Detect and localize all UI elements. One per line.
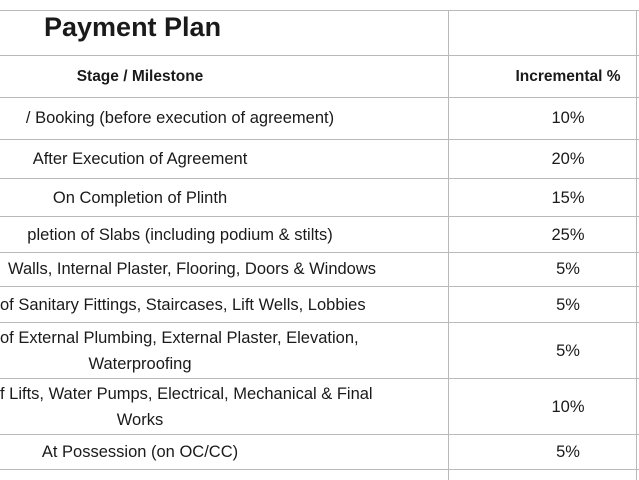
table-row-stage: of Sanitary Fittings, Staircases, Lift Wells, Lobbies [0,295,366,314]
table-row-percent: 5% [556,260,580,278]
table-row-stage-line2: Works [116,411,164,429]
table-row-percent: 25% [551,225,585,244]
row-divider [0,469,639,470]
top-border [0,10,639,11]
page-title: Payment Plan [44,12,222,42]
row-divider [0,97,639,98]
table-row-percent: 20% [551,150,585,168]
table-row-stage: pletion of Slabs (including podium & stilts) [27,225,333,244]
table-row-stage: / Booking (before execution of agreement) [25,109,335,127]
table-row-stage: On Completion of Plinth [52,188,228,207]
table-row-stage: of External Plumbing, External Plaster, Elevation, [0,329,359,347]
header-stage: Stage / Milestone [76,68,204,85]
table-row-percent: 15% [551,188,585,207]
table-row-stage-line2: Waterproofing [88,355,192,373]
table-row-stage: At Possession (on OC/CC) [41,443,239,461]
table-row-stage: f Lifts, Water Pumps, Electrical, Mechanical & Final [0,385,373,403]
table-row-percent: 5% [556,295,580,314]
table-row-stage: After Execution of Agreement [32,150,248,168]
table-row-stage: Walls, Internal Plaster, Flooring, Doors & Windows [8,260,377,278]
table-row-percent: 10% [551,109,585,127]
header-incremental: Incremental % [515,68,621,85]
table-row-percent: 10% [551,397,585,416]
table-row-percent: 5% [556,443,580,461]
table-row-percent: 5% [556,341,580,360]
row-divider [0,55,639,56]
